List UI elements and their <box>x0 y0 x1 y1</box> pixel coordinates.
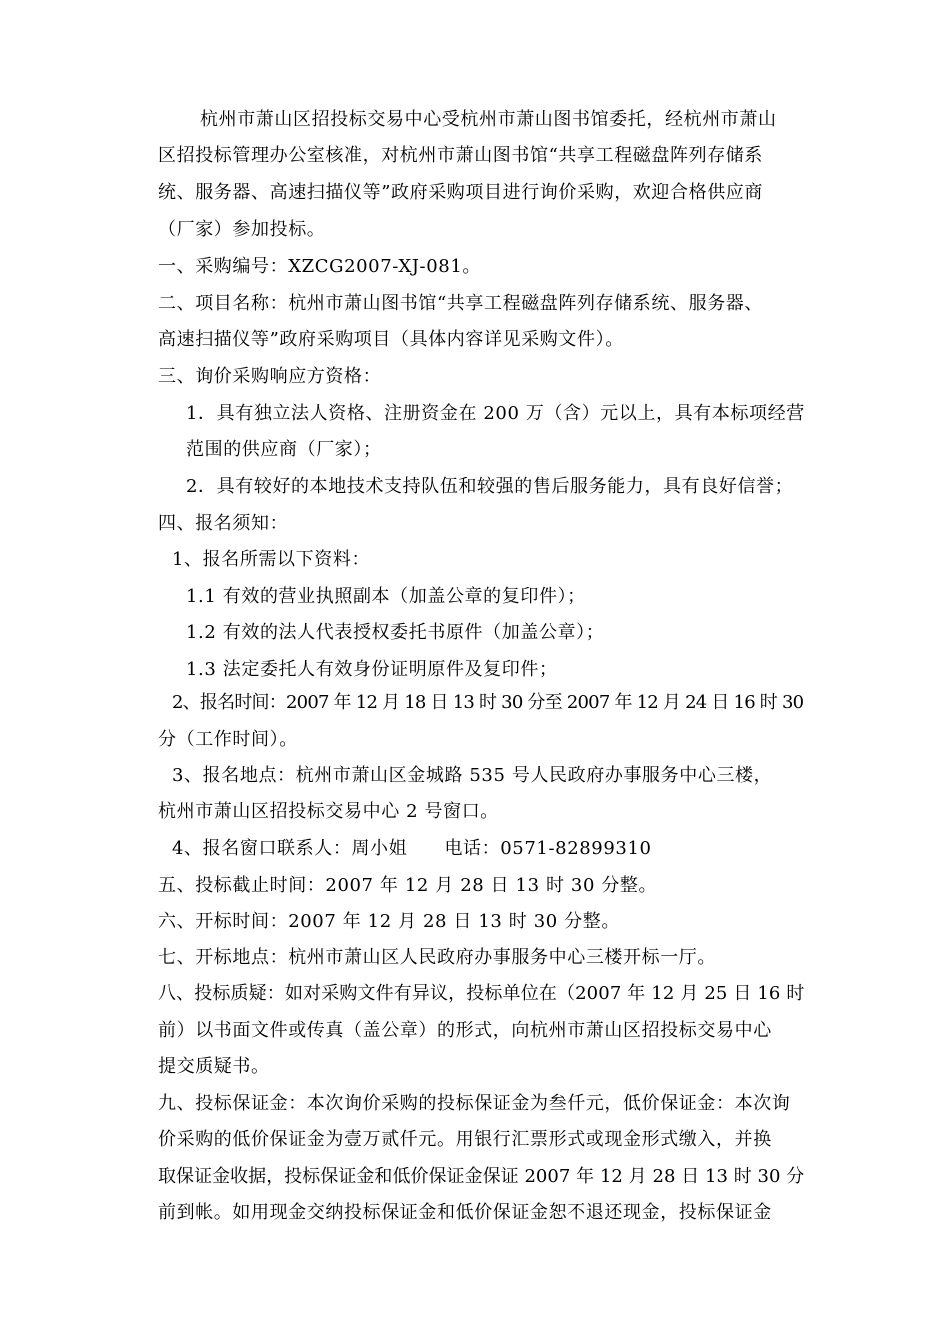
qualification-item-2: 2．具有较好的本地技术支持队伍和较强的售后服务能力，具有良好信誉； <box>186 476 794 497</box>
section-project-name-line-2: 高速扫描仪等”政府采购项目（具体内容详见采购文件）。 <box>158 329 624 350</box>
section-deposit-line-2: 价采购的低价保证金为壹万贰仟元。用银行汇票形式或现金形式缴入，并换 <box>158 1129 772 1150</box>
registration-location-line-2: 杭州市萧山区招投标交易中心 2 号窗口。 <box>158 801 499 822</box>
section-bid-opening-location: 七、开标地点：杭州市萧山区人民政府办事服务中心三楼开标一厅。 <box>158 947 716 968</box>
registration-time-line-1: 2、报名时间：2007 年 12 月 18 日 13 时 30 分至 2007 年 12 月 24 日 16 时 30 <box>172 692 804 713</box>
section-bid-query-line-2: 前）以书面文件或传真（盖公章）的形式，向杭州市萧山区招投标交易中心 <box>158 1020 772 1041</box>
qualification-item-1-line-2: 范围的供应商（厂家）； <box>186 439 382 460</box>
section-project-name-line-1: 二、项目名称：杭州市萧山图书馆“共享工程磁盘阵列存储系统、服务器、 <box>158 293 763 314</box>
section-procurement-number: 一、采购编号：XZCG2007-XJ-081。 <box>158 256 481 277</box>
registration-material-1-1: 1.1 有效的营业执照副本（加盖公章的复印件）； <box>186 586 586 607</box>
paragraph-intro-line-1: 杭州市萧山区招投标交易中心受杭州市萧山图书馆委托，经杭州市萧山 <box>200 109 777 130</box>
registration-materials-heading: 1、报名所需以下资料： <box>172 549 371 570</box>
registration-time-line-2: 分（工作时间）。 <box>158 729 298 750</box>
paragraph-intro-line-4: （厂家）参加投标。 <box>158 219 326 240</box>
registration-material-1-3: 1.3 法定委托人有效身份证明原件及复印件； <box>186 659 558 680</box>
section-bid-query-line-3: 提交质疑书。 <box>158 1056 270 1077</box>
section-qualification-heading: 三、询价采购响应方资格： <box>158 366 382 387</box>
paragraph-intro-line-3: 统、服务器、高速扫描仪等”政府采购项目进行询价采购，欢迎合格供应商 <box>158 182 763 203</box>
paragraph-intro-line-2: 区招投标管理办公室核准，对杭州市萧山图书馆“共享工程磁盘阵列存储系 <box>158 145 763 166</box>
qualification-item-1-line-1: 1．具有独立法人资格、注册资金在 200 万（含）元以上，具有本标项经营 <box>186 403 805 424</box>
section-deposit-line-4: 前到帐。如用现金交纳投标保证金和低价保证金恕不退还现金，投标保证金 <box>158 1202 772 1223</box>
registration-material-1-2: 1.2 有效的法人代表授权委托书原件（加盖公章）； <box>186 622 605 643</box>
section-bid-opening-time: 六、开标时间：2007 年 12 月 28 日 13 时 30 分整。 <box>158 911 620 932</box>
section-bid-query-line-1: 八、投标质疑：如对采购文件有异议，投标单位在（2007 年 12 月 25 日 16 时 <box>158 983 805 1004</box>
registration-contact: 4、报名窗口联系人：周小姐 电话：0571-82899310 <box>172 838 652 859</box>
section-deposit-line-3: 取保证金收据，投标保证金和低价保证金保证 2007 年 12 月 28 日 13 时 30 分 <box>158 1166 805 1187</box>
section-registration-heading: 四、报名须知： <box>158 513 289 534</box>
section-bid-deadline: 五、投标截止时间：2007 年 12 月 28 日 13 时 30 分整。 <box>158 875 658 896</box>
registration-location-line-1: 3、报名地点：杭州市萧山区金城路 535 号人民政府办事服务中心三楼， <box>172 765 773 786</box>
section-deposit-line-1: 九、投标保证金：本次询价采购的投标保证金为叁仟元，低价保证金：本次询 <box>158 1093 791 1114</box>
